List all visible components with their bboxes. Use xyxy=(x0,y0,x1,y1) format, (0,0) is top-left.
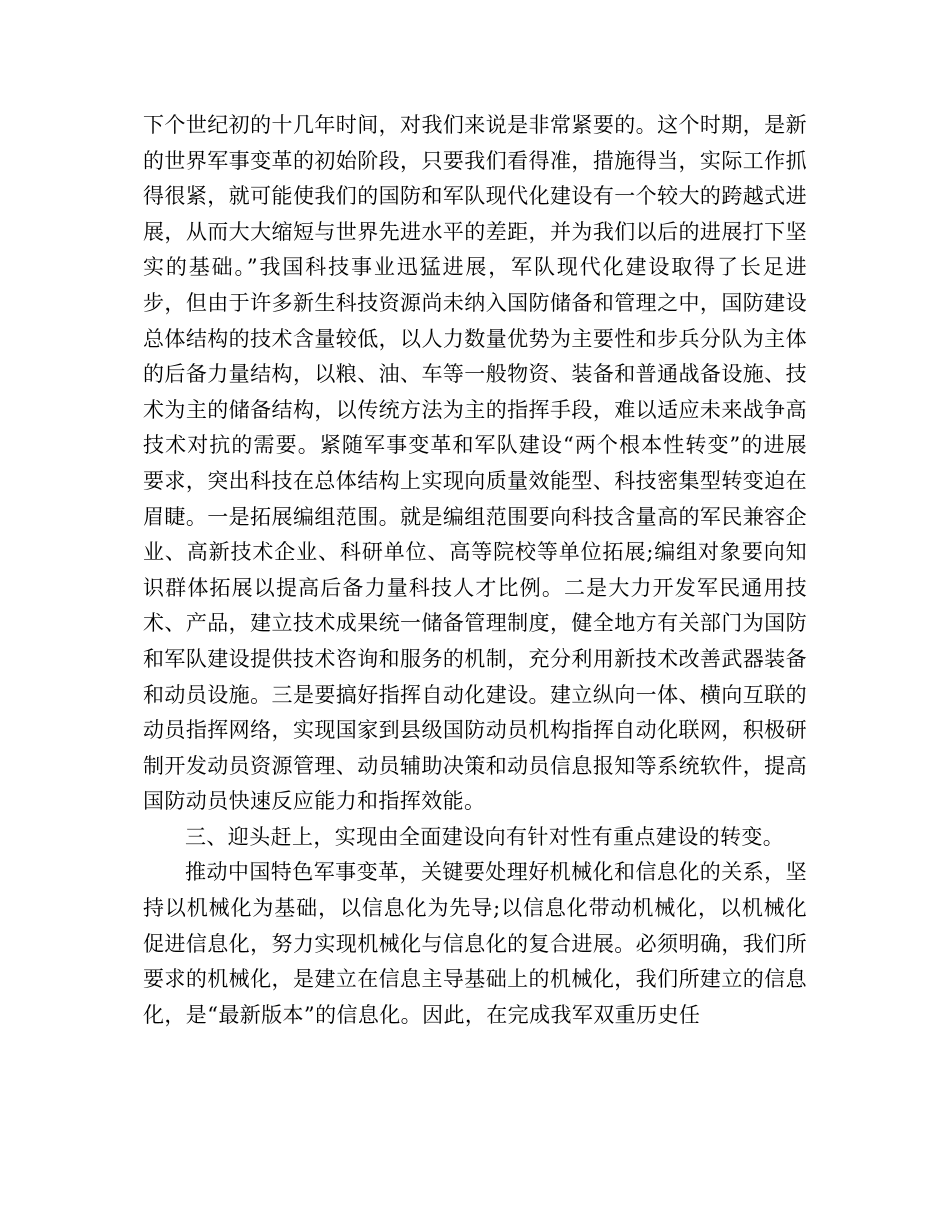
body-paragraph-1: 下个世纪初的十几年时间，对我们来说是非常紧要的。这个时期，是新的世界军事变革的初始阶段，只要我们看得准，措施得当，实际工作抓得很紧，就可能使我们的国防和军队现代化建设有一个较大的跨越式进展，从而大大缩短与世界先进水平的差距，并为我们以后的进展打下坚实的基础。”我国科技事业迅猛进展，军队现代化建设取得了长足进步，但由于许多新生科技资源尚未纳入国防储备和管理之中，国防建设总体结构的技术含量较低，以人力数量优势为主要性和步兵分队为主体的后备力量结构，以粮、油、车等一般物资、装备和普通战备设施、技术为主的储备结构，以传统方法为主的指挥手段，难以适应未来战争高技术对抗的需要。紧随军事变革和军队建设“两个根本性转变”的进展要求，突出科技在总体结构上实现向质量效能型、科技密集型转变迫在眉睫。一是拓展编组范围。就是编组范围要向科技含量高的军民兼容企业、高新技术企业、科研单位、高等院校等单位拓展;编组对象要向知识群体拓展以提高后备力量科技人才比例。二是大力开发军民通用技术、产品，建立技术成果统一储备管理制度，健全地方有关部门为国防和军队建设提供技术咨询和服务的机制，充分利用新技术改善武器装备和动员设施。三是要搞好指挥自动化建设。建立纵向一体、横向互联的动员指挥网络，实现国家到县级国防动员机构指挥自动化联网，积极研制开发动员资源管理、动员辅助决策和动员信息报知等系统软件，提高国防动员快速反应能力和指挥效能。 xyxy=(143,113,807,814)
body-paragraph-2: 推动中国特色军事变革，关键要处理好机械化和信息化的关系，坚持以机械化为基础，以信息化为先导;以信息化带动机械化，以机械化促进信息化，努力实现机械化与信息化的复合进展。必须明确，我们所要求的机械化，是建立在信息主导基础上的机械化，我们所建立的信息化，是“最新版本”的信息化。因此，在完成我军双重历史任 xyxy=(143,860,807,1027)
document-page xyxy=(143,108,807,1033)
section-heading-3: 三、迎头赶上，实现由全面建设向有针对性有重点建设的转变。 xyxy=(185,824,785,849)
